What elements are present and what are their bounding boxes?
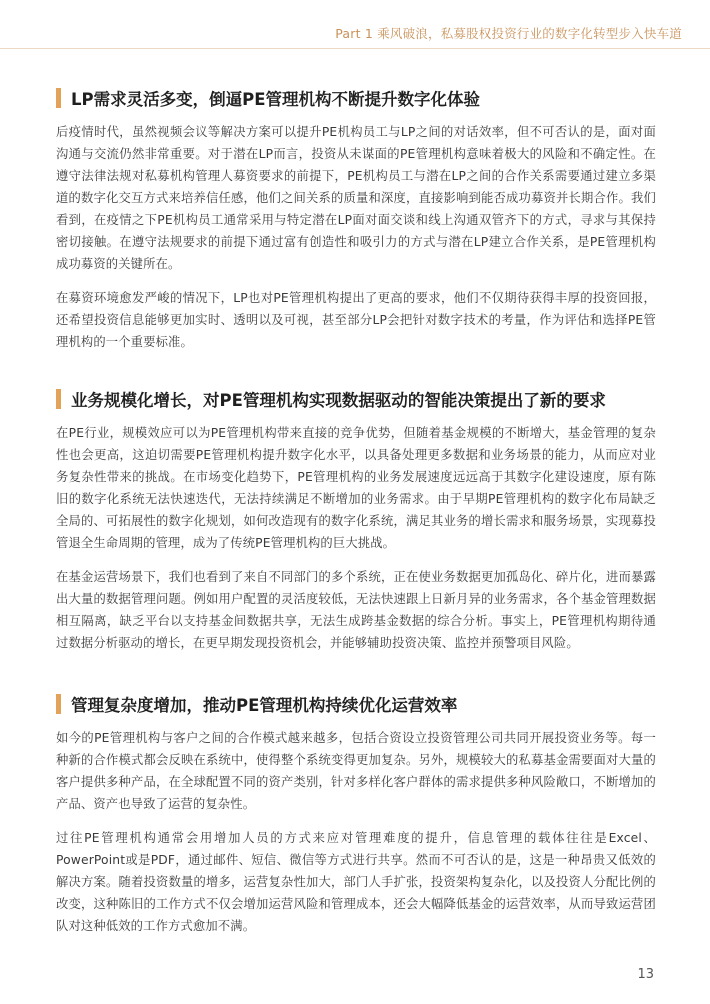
heading-accent-bar — [56, 389, 61, 409]
section-heading — [56, 692, 656, 716]
section-heading-text: LP需求灵活多变，倒逼PE管理机构不断提升数字化体验 — [71, 90, 480, 109]
body-paragraph: 在募资环境愈发严峻的情况下，LP也对PE管理机构提出了更高的要求，他们不仅期待获得丰厚的投资回报，还希望投资信息能够更加实时、透明以及可视，甚至部分LP会把针对数字技术的考量，作为评估和选择PE管理机构的一个重要标准。 — [56, 291, 656, 349]
body-paragraph: 过往PE管理机构通常会用增加人员的方式来应对管理难度的提升，信息管理的载体往往是Excel、PowerPoint或是PDF，通过邮件、短信、微信等方式进行共享。然而不可否认的是，这是一种昂贵又低效的解决方案。随着投资数量的增多，运营复杂性加大，部门人手扩张，投资架构复杂化，以及投资人分配比例的改变，这种陈旧的工作方式不仅会增加运营风险和管理成本，还会大幅降低基金的运营效率，从而导致运营团队对这种低效的工作方式愈加不满。 — [56, 831, 656, 933]
article-body — [56, 86, 656, 937]
heading-accent-bar — [56, 694, 61, 714]
heading-accent-bar — [56, 88, 61, 108]
body-paragraph: 在基金运营场景下，我们也看到了来自不同部门的多个系统，正在使业务数据更加孤岛化、碎片化，进而暴露出大量的数据管理问题。例如用户配置的灵活度较低，无法快速跟上日新月异的业务需求，各个基金管理数据相互隔离，缺乏平台以支持基金间数据共享，无法生成跨基金数据的综合分析。事实上，PE管理机构期待通过数据分析驱动的增长，在更早期发现投资机会，并能够辅助投资决策、监控并预警项目风险。 — [56, 570, 656, 650]
section-heading — [56, 86, 656, 110]
page-number: 13 — [637, 967, 654, 982]
section-heading — [56, 387, 656, 411]
body-paragraph: 在PE行业，规模效应可以为PE管理机构带来直接的竞争优势，但随着基金规模的不断增大，基金管理的复杂性也会更高，这迫切需要PE管理机构提升数字化水平，以具备处理更多数据和业务场景的能力，从而应对业务复杂性带来的挑战。在市场变化趋势下，PE管理机构的业务发展速度远远高于其数字化建设速度，原有陈旧的数字化系统无法快速迭代，无法持续满足不断增加的业务需求。由于早期PE管理机构的数字化布局缺乏全局的、可拓展性的数字化规划，如何改造现有的数字化系统，满足其业务的增长需求和服务场景，实现募投管退全生命周期的管理，成为了传统PE管理机构的巨大挑战。 — [56, 426, 656, 550]
section-business-scale — [56, 387, 656, 654]
running-header: Part 1 乘风破浪，私募股权投资行业的数字化转型步入快车道 — [335, 26, 682, 41]
section-heading-text: 管理复杂度增加，推动PE管理机构持续优化运营效率 — [71, 696, 458, 715]
section-lp-demand — [56, 86, 656, 353]
section-heading-text: 业务规模化增长，对PE管理机构实现数据驱动的智能决策提出了新的要求 — [71, 391, 606, 410]
section-management-complexity — [56, 692, 656, 937]
body-paragraph: 后疫情时代，虽然视频会议等解决方案可以提升PE机构员工与LP之间的对话效率，但不可否认的是，面对面沟通与交流仍然非常重要。对于潜在LP而言，投资从未谋面的PE管理机构意味着极大的风险和不确定性。在遵守法律法规对私募机构管理人募资要求的前提下，PE机构员工与潜在LP之间的合作关系需要通过建立多渠道的数字化交互方式来培养信任感，他们之间关系的质量和深度，直接影响到能否成功募资并长期合作。我们看到，在疫情之下PE机构员工通常采用与特定潜在LP面对面交谈和线上沟通双管齐下的方式，寻求与其保持密切接触。在遵守法规要求的前提下通过富有创造性和吸引力的方式与潜在LP建立合作关系，是PE管理机构成功募资的关键所在。 — [56, 125, 656, 271]
header-divider — [0, 48, 710, 49]
body-paragraph: 如今的PE管理机构与客户之间的合作模式越来越多，包括合资设立投资管理公司共同开展投资业务等。每一种新的合作模式都会反映在系统中，使得整个系统变得更加复杂。另外，规模较大的私募基金需要面对大量的客户提供多种产品，在全球配置不同的资产类别，针对多样化客户群体的需求提供多种风险敞口，不断增加的产品、资产也导致了运营的复杂性。 — [56, 731, 656, 811]
